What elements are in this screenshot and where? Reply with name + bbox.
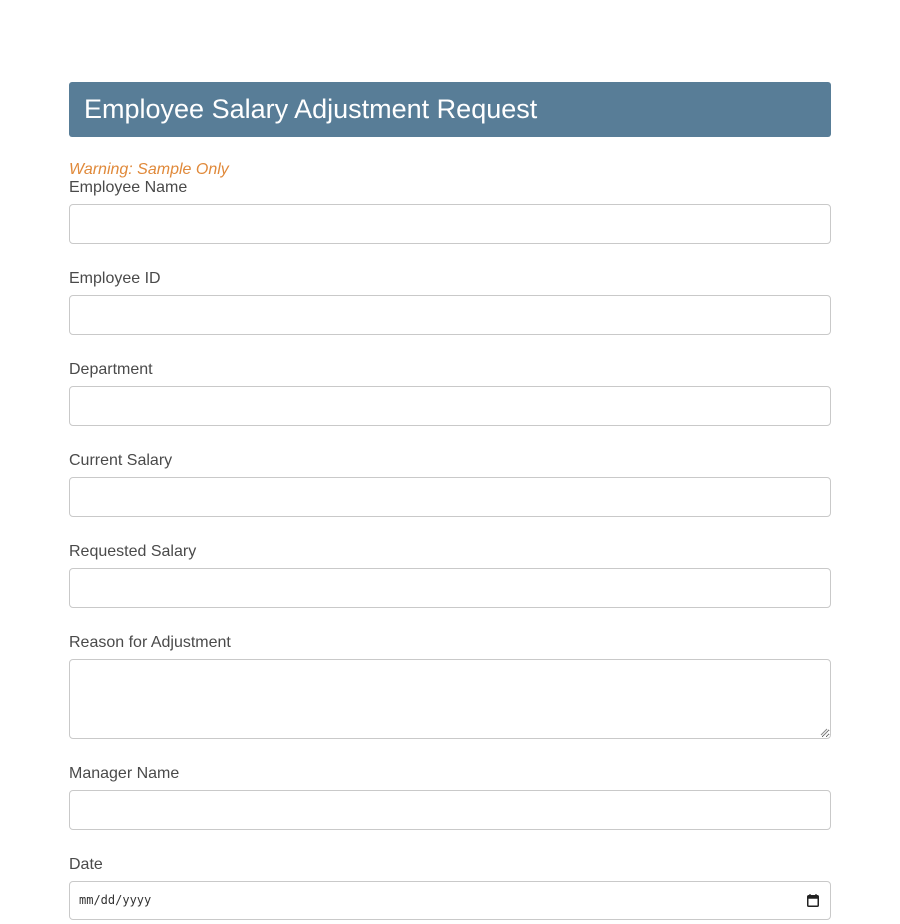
employee-name-group — [69, 179, 831, 244]
reason-textarea[interactable] — [69, 659, 831, 739]
employee-id-input[interactable] — [69, 295, 831, 335]
requested-salary-group — [69, 543, 831, 608]
date-label: Date — [69, 856, 103, 873]
current-salary-group — [69, 452, 831, 517]
current-salary-label: Current Salary — [69, 452, 173, 469]
form-title: Employee Salary Adjustment Request — [69, 82, 831, 137]
calendar-icon[interactable] — [807, 894, 819, 907]
manager-name-group — [69, 765, 831, 830]
reason-group — [69, 634, 831, 739]
reason-textarea-wrapper — [69, 659, 831, 739]
requested-salary-input[interactable] — [69, 568, 831, 608]
date-group — [69, 856, 831, 920]
reason-label: Reason for Adjustment — [69, 634, 231, 651]
current-salary-input[interactable] — [69, 477, 831, 517]
department-label: Department — [69, 361, 153, 378]
employee-id-label: Employee ID — [69, 270, 161, 287]
salary-adjustment-form — [69, 82, 831, 920]
date-placeholder: mm/dd/yyyy — [79, 893, 152, 907]
warning-text: Warning: Sample Only — [69, 161, 229, 178]
date-input[interactable] — [69, 881, 831, 920]
employee-name-label: Employee Name — [69, 179, 188, 196]
employee-id-group — [69, 270, 831, 335]
manager-name-label: Manager Name — [69, 765, 180, 782]
department-input[interactable] — [69, 386, 831, 426]
department-group — [69, 361, 831, 426]
employee-name-input[interactable] — [69, 204, 831, 244]
manager-name-input[interactable] — [69, 790, 831, 830]
resize-grip-icon[interactable] — [820, 728, 828, 736]
requested-salary-label: Requested Salary — [69, 543, 197, 560]
